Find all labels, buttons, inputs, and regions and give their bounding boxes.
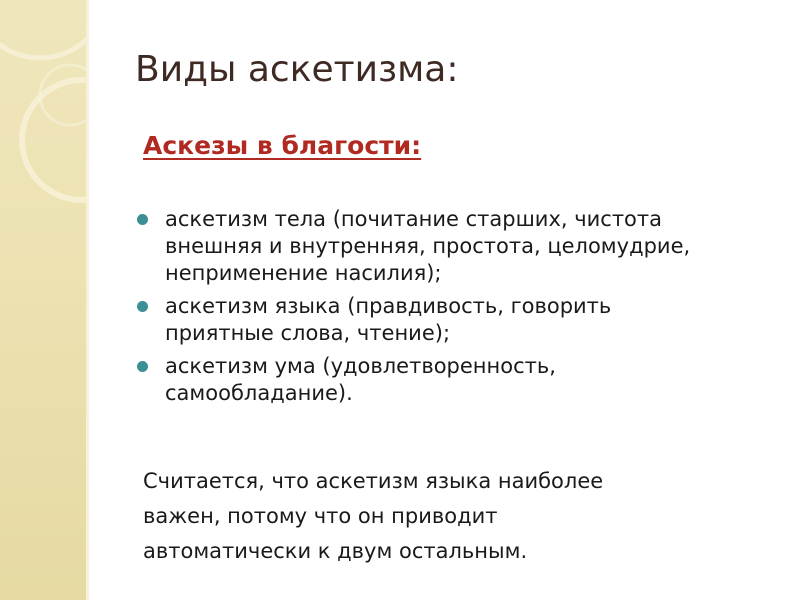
conclusion-line: важен, потому что он приводит [143,504,498,528]
conclusion-text [143,464,743,569]
bullet-item-body [135,206,775,287]
bullet-dot-icon [137,214,148,225]
bullet-line: приятные слова, чтение); [165,321,451,345]
bullet-line: аскетизм тела (почитание старших, чистота [165,207,663,231]
bullet-dot-icon [137,301,148,312]
bullet-line: аскетизм ума (удовлетворенность, [165,354,556,378]
bullet-list [135,206,775,413]
bullet-line: самообладание). [165,381,353,405]
conclusion-line: Считается, что аскетизм языка наиболее [143,469,604,493]
side-divider [86,0,89,600]
bullet-dot-icon [137,361,148,372]
slide-subtitle: Аскезы в благости: [143,131,422,160]
slide-title: Виды аскетизма: [135,49,459,90]
circle-ornament-icon [0,0,86,600]
bullet-line: внешняя и внутренняя, простота, целомудрие, [165,234,691,258]
bullet-item-speech [135,293,775,347]
bullet-line: неприменение насилия); [165,261,442,285]
bullet-line: аскетизм языка (правдивость, говорить [165,294,612,318]
bullet-item-mind [135,353,775,407]
conclusion-line: автоматически к двум остальным. [143,539,528,563]
side-decoration-panel [0,0,86,600]
